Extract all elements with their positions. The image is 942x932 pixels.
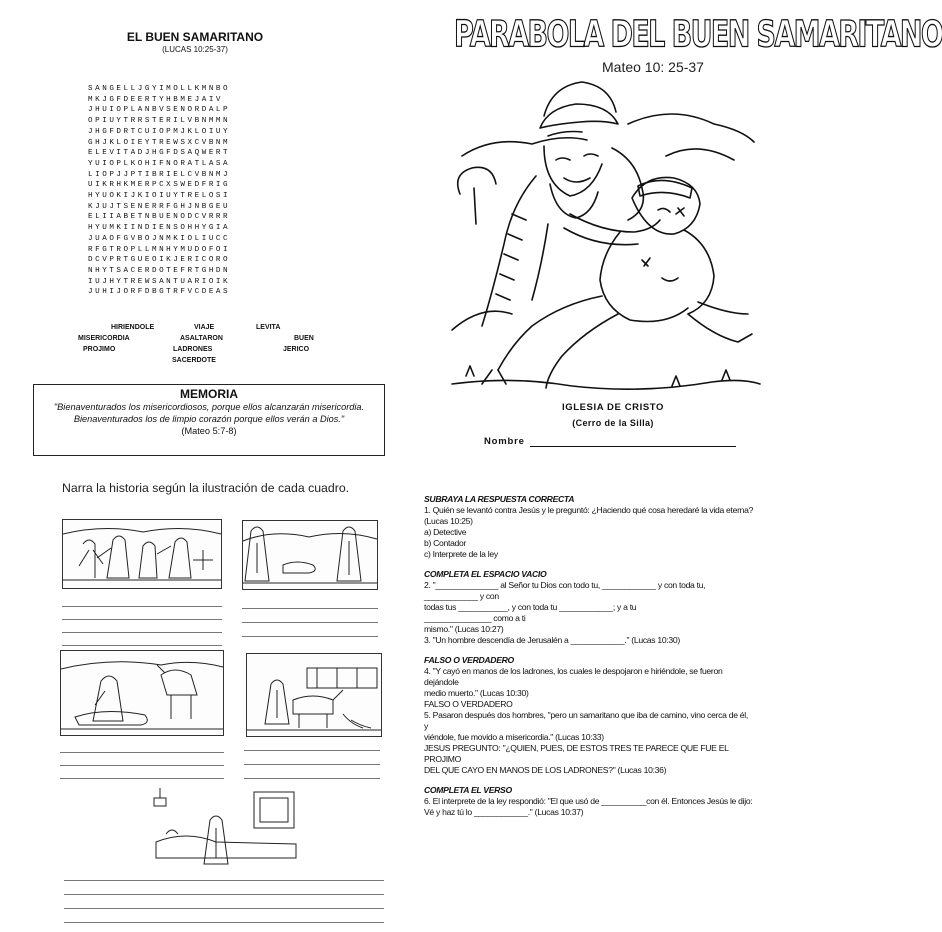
memory-reference: (Mateo 5:7-8) bbox=[181, 426, 237, 436]
question-1: 1. Quién se levantó contra Jesús y le preguntó: ¿Haciendo qué cosa heredaré la vida eterna? bbox=[424, 505, 754, 515]
question-4-cont: medio muerto." (Lucas 10:30) bbox=[424, 688, 529, 698]
wordsearch-row: HYUMKIINDIENSOHHYGIA bbox=[88, 224, 231, 233]
wordsearch-row: NHYTSACERDOTEFRTGHDN bbox=[88, 266, 231, 275]
memory-verse-2: Bienaventurados los de limpio corazón porque ellos verán a Dios." bbox=[73, 414, 345, 424]
section-title-underline: SUBRAYA LA RESPUESTA CORRECTA bbox=[424, 494, 575, 504]
memory-verse-1: "Bienaventurados los misericordiosos, porque ellos alcanzarán misericordia. bbox=[53, 402, 365, 412]
section-title-true-false: FALSO O VERDADERO bbox=[424, 655, 514, 665]
cover-reference: Mateo 10: 25-37 bbox=[602, 59, 704, 75]
story-panel-samaritan-helps bbox=[60, 650, 224, 736]
question-2-line-4: _______________ como a ti bbox=[424, 613, 526, 623]
wordsearch-title: EL BUEN SAMARITANO bbox=[126, 30, 264, 44]
word-sacerdote: SACERDOTE bbox=[172, 357, 216, 364]
word-viaje: VIAJE bbox=[194, 324, 215, 331]
wordsearch-row: GHJKLOIEYTREWSXCVBNM bbox=[88, 138, 231, 147]
word-levita: LEVITA bbox=[256, 324, 281, 331]
wordsearch-row: JUAOFGVBOJNMKIOLIUCC bbox=[88, 234, 231, 243]
answer-line[interactable] bbox=[242, 608, 378, 609]
cover-title: PARABOLA DEL BUEN SAMARITANO bbox=[454, 14, 942, 56]
name-label: Nombre bbox=[484, 436, 525, 447]
wordsearch-row: OPIUYTRRSTERILVBNMMN bbox=[88, 117, 231, 126]
wordsearch-row: ELIIABETNBUENODCVRRR bbox=[88, 213, 231, 222]
word-misericordia: MISERICORDIA bbox=[78, 335, 130, 342]
answer-line[interactable] bbox=[242, 622, 378, 623]
answer-line[interactable] bbox=[60, 752, 224, 753]
wordsearch-row: HYUOKIJKIOIUYTRELOSI bbox=[88, 192, 231, 201]
wordsearch-row: DCVPRTGUEOIKJERICORO bbox=[88, 256, 231, 265]
answer-line[interactable] bbox=[242, 636, 378, 637]
wordsearch-row: LIOPJJPTIBRIELCVBNMJ bbox=[88, 170, 231, 179]
wordsearch-row: JUHIJORFDBGTRFVCDEAS bbox=[88, 288, 231, 297]
section-title-complete-verse: COMPLETA EL VERSO bbox=[424, 785, 512, 795]
wordsearch-row: JHGFDRTCUIOPMJKLOIUY bbox=[88, 127, 231, 136]
true-false-label: FALSO O VERDADERO bbox=[424, 699, 513, 709]
answer-line[interactable] bbox=[244, 778, 380, 779]
church-location: (Cerro de la Silla) bbox=[572, 418, 654, 428]
word-ladrones: LADRONES bbox=[173, 346, 213, 353]
name-input-line[interactable] bbox=[530, 446, 736, 447]
answer-line[interactable] bbox=[60, 765, 224, 766]
word-hiriendole: HIRIENDOLE bbox=[111, 324, 155, 331]
wordsearch-row: JHUIOPLANBVSENORDALP bbox=[88, 106, 231, 115]
answer-line[interactable] bbox=[62, 645, 222, 646]
answer-line[interactable] bbox=[64, 922, 384, 923]
wordsearch-reference: (LUCAS 10:25-37) bbox=[162, 45, 228, 54]
word-asaltaron: ASALTARON bbox=[180, 335, 223, 342]
wordsearch-row: IUJHYTREWSANTUARIOIK bbox=[88, 277, 231, 286]
answer-line[interactable] bbox=[244, 750, 380, 751]
church-name: IGLESIA DE CRISTO bbox=[561, 402, 665, 413]
questions-section bbox=[424, 494, 754, 818]
answer-line[interactable] bbox=[62, 619, 222, 620]
wordsearch-grid bbox=[88, 84, 306, 298]
wordsearch-row: ELEVITADJHGFDSAQWERT bbox=[88, 149, 231, 158]
option-c[interactable]: c) Interprete de la ley bbox=[424, 549, 498, 559]
answer-line[interactable] bbox=[60, 778, 224, 779]
question-5-cont: viéndole, fue movido a misericordia." (Lucas 10:33) bbox=[424, 732, 604, 742]
word-buen: BUEN bbox=[294, 335, 314, 342]
story-panel-journey-inn bbox=[246, 653, 382, 737]
option-b[interactable]: b) Contador bbox=[424, 538, 467, 548]
question-5: 5. Pasaron después dos hombres, "pero un samaritano que iba de camino, vino cerca de él, y bbox=[424, 710, 748, 731]
word-jerico: JERICO bbox=[283, 346, 310, 353]
question-2-line-1: 2. "______________ al Señor tu Dios con todo tu, ____________ y con toda tu, bbox=[424, 580, 706, 590]
jesus-question-cont: DEL QUE CAYO EN MANOS DE LOS LADRONES?" (Lucas 10:36) bbox=[424, 765, 667, 775]
wordsearch-row: MKJGFDEERTYHBMEJAIV bbox=[88, 95, 224, 104]
answer-line[interactable] bbox=[64, 908, 384, 909]
story-panel-priest bbox=[242, 520, 378, 590]
question-6: 6. El interprete de la ley respondió: "El que usó de __________con él. Entonces Jesús le dijo: bbox=[424, 796, 753, 806]
option-a[interactable]: a) Detective bbox=[424, 527, 467, 537]
answer-line[interactable] bbox=[64, 894, 384, 895]
section-title-fill-blank: COMPLETA EL ESPACIO VACIO bbox=[424, 569, 547, 579]
question-1-ref: (Lucas 10:25) bbox=[424, 516, 473, 526]
narrate-instruction: Narra la historia según la ilustración de cada cuadro. bbox=[62, 481, 350, 495]
question-2-line-5: mismo." (Lucas 10:27) bbox=[424, 624, 504, 634]
wordsearch-row: RFGTROPLLMNHYMUDOFOI bbox=[88, 245, 231, 254]
wordsearch-row: YUIOPLKOHIFNORATLASA bbox=[88, 159, 231, 168]
story-panel-robbers bbox=[62, 519, 222, 589]
memory-title: MEMORIA bbox=[180, 387, 238, 401]
answer-line[interactable] bbox=[64, 880, 384, 881]
question-6-cont: Vé y haz tú lo ____________." (Lucas 10:37) bbox=[424, 807, 584, 817]
wordsearch-row: KJUJTSENERRFGHJNBGEU bbox=[88, 202, 231, 211]
question-2-line-2: ____________ y con bbox=[424, 591, 499, 601]
word-projimo: PROJIMO bbox=[83, 346, 116, 353]
good-samaritan-illustration bbox=[452, 64, 760, 398]
answer-line[interactable] bbox=[244, 764, 380, 765]
jesus-question: JESUS PREGUNTO: "¿QUIEN, PUES, DE ESTOS TRES TE PARECE QUE FUE EL PROJIMO bbox=[424, 743, 729, 764]
wordsearch-row: SANGELLJGYIMOLLKMNBO bbox=[88, 85, 231, 93]
memory-verse-box bbox=[33, 384, 385, 456]
question-3: 3. "Un hombre descendía de Jerusalén a ____________." (Lucas 10:30) bbox=[424, 635, 680, 645]
story-panel-inn-care bbox=[146, 786, 306, 872]
question-2-line-3: todas tus ___________, y con toda tu ____________; y a tu bbox=[424, 602, 637, 612]
question-4: 4. "Y cayó en manos de los ladrones, los cuales le despojaron e hiriéndole, se fueron dejándole bbox=[424, 666, 723, 687]
answer-line[interactable] bbox=[62, 606, 222, 607]
answer-line[interactable] bbox=[62, 632, 222, 633]
wordsearch-row: UIKRHKMERPCXSWEDFRIG bbox=[88, 181, 231, 190]
